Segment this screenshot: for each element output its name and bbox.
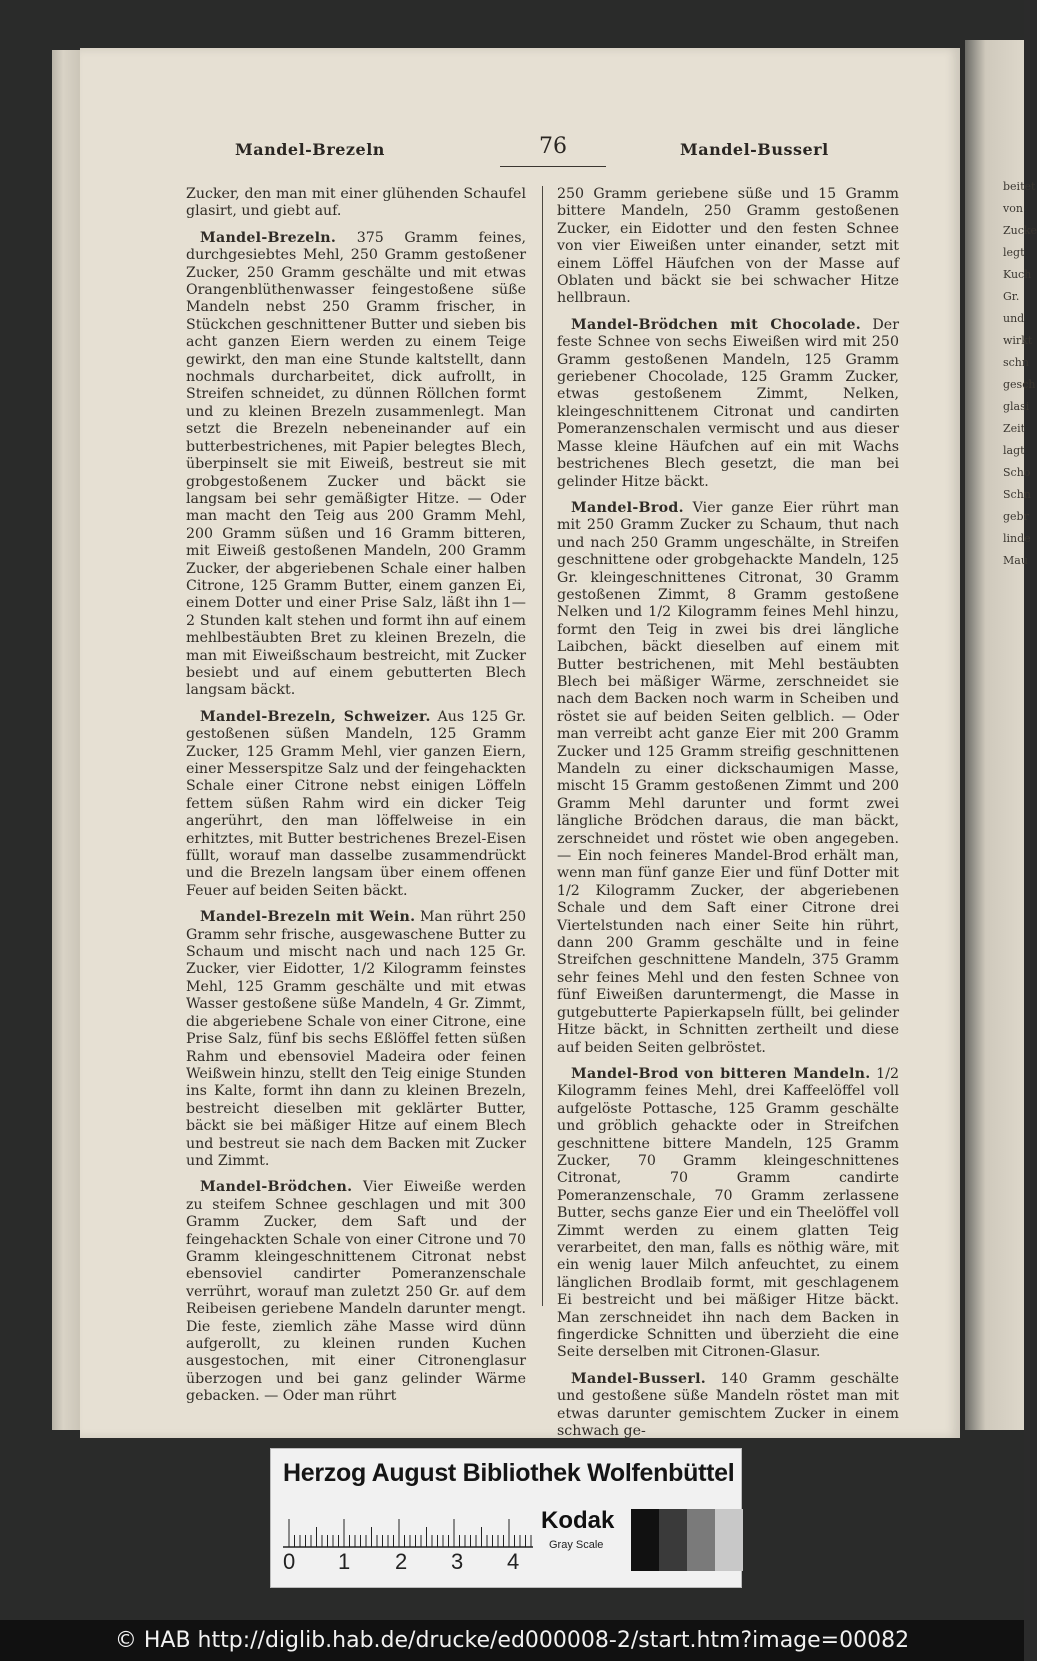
ruler-number: 4 — [507, 1549, 520, 1574]
facing-page-fragment: wirkt — [1003, 334, 1033, 347]
gray-swatch — [687, 1509, 715, 1571]
running-head-right: Mandel-Busserl — [680, 140, 829, 159]
left-column — [186, 186, 526, 1405]
recipe-entry — [557, 500, 899, 1057]
facing-page-fragment: gebr — [1003, 510, 1029, 523]
ruler-number: 1 — [338, 1549, 351, 1574]
copyright-footer: © HAB http://diglib.hab.de/drucke/ed000008-2/start.htm?image=00082 — [0, 1620, 1024, 1661]
entry-heading: Mandel-Brödchen. — [200, 1179, 353, 1196]
facing-page-edge — [965, 40, 1037, 1430]
gray-swatch — [631, 1509, 659, 1571]
recipe-entry — [186, 909, 526, 1170]
recipe-entry — [557, 317, 899, 491]
ruler-number: 0 — [283, 1549, 296, 1574]
recipe-entry — [186, 230, 526, 700]
page-stack-edge — [52, 50, 80, 1430]
paragraph-text: Zucker, den man mit einer glühenden Schaufel glasirt, und giebt auf. — [186, 186, 526, 220]
entry-heading: Mandel-Brod von bitteren Mandeln. — [571, 1065, 871, 1082]
header-rule — [500, 166, 606, 167]
facing-page-fragment: glasi — [1003, 400, 1030, 413]
facing-page-fragment: von — [1003, 202, 1023, 215]
paragraph-text: 250 Gramm geriebene süße und 15 Gramm bittere Mandeln, 250 Gramm gestoßenen Zucker, ein Eidotter und den festen Schnee von vier Eiweißen unter einander, setzt mit einem Löffel Häufchen von der Masse auf Oblaten und bäckt sie bei schwacher Hitze hellbraun. — [557, 186, 899, 307]
facing-page-fragment: und — [1003, 312, 1025, 325]
right-column — [557, 186, 899, 1440]
running-head-left: Mandel-Brezeln — [235, 140, 385, 159]
facing-page-fragment: Gr. — [1003, 290, 1020, 303]
entry-heading: Mandel-Busserl. — [571, 1370, 707, 1387]
entry-text: Der feste Schnee von sechs Eiweißen wird mit 250 Gramm gestoßenen Mandeln, 125 Gramm geriebener Chocolade, 125 Gramm Zucker, etwas gestoßenem Zimmt, Nelken, kleingeschnittenem Citronat und candirten Pomeranzenschalen vermischt und aus dieser Masse kleine Häufchen auf ein mit Wachs bestrichenes Blech gesetzt, die man bei gelinder Hitze bäckt. — [557, 316, 899, 490]
archive-title: Herzog August Bibliothek Wolfenbüttel — [283, 1459, 735, 1487]
facing-page-fragment: beitet — [1003, 180, 1036, 193]
recipe-entry — [186, 1179, 526, 1405]
ruler-number: 3 — [451, 1549, 464, 1574]
recipe-entry — [557, 1066, 899, 1362]
facing-page-fragment: Schn — [1003, 488, 1031, 501]
gray-swatch — [659, 1509, 687, 1571]
ruler-number: 2 — [395, 1549, 408, 1574]
facing-page-fragment: legt — [1003, 246, 1025, 259]
facing-page-fragment: Scho — [1003, 466, 1031, 479]
recipe-entry — [557, 1371, 899, 1441]
entry-heading: Mandel-Brezeln mit Wein. — [200, 909, 416, 926]
entry-text: 140 Gramm geschälte und gestoßene süße Mandeln röstet man mit etwas darunter gemischtem Zucker in einem schwach ge- — [557, 1370, 899, 1440]
entry-heading: Mandel-Brod. — [571, 499, 684, 516]
entry-text: Aus 125 Gr. gestoßenen süßen Mandeln, 125 Gramm Zucker, 125 Gramm Mehl, vier ganzen Eiern, einer Messerspitze Salz und der feingehackten Schale einer Citrone nebst einigen Löffeln fettem süßen Rahm wird ein dicker Teig angerührt, den man löffelweise in ein erhitztes, mit Butter bestrichenes Brezel-Eisen füllt, worauf man dasselbe zusammendrückt und die Brezeln langsam über einem offenen Feuer auf beiden Seiten bäckt. — [186, 708, 526, 899]
entry-heading: Mandel-Brödchen mit Chocolade. — [571, 316, 861, 333]
facing-page-fragment: lagt — [1003, 444, 1025, 457]
recipe-entry — [186, 709, 526, 900]
entry-text: 1/2 Kilogramm feines Mehl, drei Kaffeelöffel voll aufgelöste Pottasche, 125 Gramm geschälte und gröblich gehackte oder in Streifchen geschnittene bittere Mandeln, 125 Gramm Zucker, 70 Gramm kleingeschnittenes Citronat, 70 Gramm candirte Pomeranzenschale, 70 Gramm zerlassene Butter, sechs ganze Eier und ein Theelöffel voll Zimmt werden zu einem glatten Teig verarbeitet, den man, falls es nöthig wäre, mit ein wenig lauer Milch anfeuchtet, zu einem länglichen Brodlaib formt, mit geschlagenem Ei bestreicht und bei mäßiger Hitze bäckt. Man zerschneidet ihn nach dem Backen in fingerdicke Schnitten und überzieht die eine Seite derselben mit Citronen-Glasur. — [557, 1065, 899, 1361]
gray-swatch — [715, 1509, 743, 1571]
facing-page-fragment: schn — [1003, 356, 1029, 369]
entry-heading: Mandel-Brezeln. — [200, 229, 337, 246]
column-divider — [542, 186, 543, 1306]
facing-page-fragment: Zeit — [1003, 422, 1026, 435]
kodak-logo: Kodak — [541, 1507, 615, 1534]
archive-color-strip — [270, 1448, 742, 1588]
paragraph — [186, 186, 526, 221]
paragraph — [557, 186, 899, 308]
facing-page-fragment: Kuch — [1003, 268, 1032, 281]
facing-page-fragment: Zucke — [1003, 224, 1037, 237]
entry-text: Vier Eiweiße werden zu steifem Schnee geschlagen und mit 300 Gramm Zucker, dem Saft und der feingehackten Schale von einer Citrone und 70 Gramm kleingeschnittenem Citronat nebst ebensoviel candirter Pomeranzenschale verrührt, worauf man zuletzt 250 Gr. auf dem Reibeisen geriebene Mandeln darunter mengt. Die feste, ziemlich zähe Masse wird dünn aufgerollt, zu kleinen runden Kuchen ausgestochen, mit einer Citronenglasur überzogen und bei ganz gelinder Wärme gebacken. — Oder man rührt — [186, 1179, 526, 1405]
facing-page-fragment: Mau — [1003, 554, 1028, 567]
entry-text: Man rührt 250 Gramm sehr frische, ausgewaschene Butter zu Schaum und mischt nach und nach 125 Gr. Zucker, vier Eidotter, 1/2 Kilogramm feinstes Mehl, 125 Gramm geschälte und mit etwas Wasser gestoßene süße Mandeln, 4 Gr. Zimmt, die abgeriebene Schale von einer Citrone, eine Prise Salz, fünf bis sechs Eßlöffel fetten süßen Rahm und ebensoviel Madeira oder feinen Weißwein hinzu, stellt den Teig einige Stunden ins Kalte, formt ihn dann zu kleinen Brezeln, bestreicht dieselben mit geklärter Butter, bäckt sie bei mäßiger Hitze auf einem Blech und bestreut sie nach dem Backen mit Zucker und Zimmt. — [186, 909, 526, 1169]
entry-text: 375 Gramm feines, durchgesiebtes Mehl, 250 Gramm gestoßener Zucker, 250 Gramm geschälte und mit etwas Orangenblüthenwasser feingestoßene süße Mandeln nebst 250 Gramm frischer, in Stückchen geschnittener Butter und sieben bis acht ganzen Eiern werden zu einem Teige gewirkt, den man eine Stunde kaltstellt, dann nochmals durcharbeitet, dick aufrollt, in Streifen schneidet, zu dünnen Röllchen formt und zu kleinen Brezeln zusammenlegt. Man setzt die Brezeln nebeneinander auf ein butterbestrichenes, mit Papier belegtes Blech, überpinselt sie mit Eiweiß, bestreut sie mit grobgestoßenem Zucker und bäckt sie langsam bei sehr gemäßigter Hitze. — Oder man macht den Teig aus 200 Gramm Mehl, 200 Gramm süßen und 16 Gramm bitteren, mit Eiweiß gestoßenen Mandeln, 200 Gramm Zucker, der abgeriebenen Schale einer halben Citrone, 125 Gramm Butter, einem ganzen Ei, einem Dotter und einer Prise Salz, läßt ihn 1—2 Stunden kalt stehen und formt ihn auf einem mehlbestäubten Bret zu kleinen Brezeln, die man mit Eiweißschaum bestreicht, mit Zucker besiebt und auf einem gebutterten Blech langsam bäckt. — [186, 229, 526, 699]
entry-heading: Mandel-Brezeln, Schweizer. — [200, 708, 431, 725]
facing-page-fragment: gesch — [1003, 378, 1036, 391]
gray-scale-label: Gray Scale — [549, 1539, 604, 1551]
page-number: 76 — [539, 134, 567, 159]
entry-text: Vier ganze Eier rührt man mit 250 Gramm Zucker zu Schaum, thut nach und nach 250 Gramm ungeschälte, in Streifen geschnittene oder grobgehackte Mandeln, 125 Gr. kleingeschnittenes Citronat, 30 Gramm gestoßenen Zimmt, 8 Gramm gestoßene Nelken und 1/2 Kilogramm feines Mehl hinzu, formt den Teig in zwei bis drei längliche Laibchen, bäckt dieselben auf einem mit Butter bestrichenen, mit Mehl bestäubten Blech bei mäßiger Wärme, zerschneidet sie nach dem Backen noch warm in Scheiben und röstet sie auf beiden Seiten gelblich. — Oder man verreibt acht ganze Eier mit 200 Gramm Zucker und 125 Gramm streifig geschnittenen Mandeln zu einer dickschaumigen Masse, mischt 15 Gramm gestoßenen Zimmt und 200 Gramm Mehl darunter und formt zwei längliche Brödchen daraus, die man bäckt, zerschneidet und röstet wie oben angegeben. — Ein noch feineres Mandel-Brod erhält man, wenn man fünf ganze Eier und fünf Dotter mit 1/2 Kilogramm Zucker, der abgeriebenen Schale und dem Saft einer Citrone drei Viertelstunden nach einer Seite hin rührt, dann 200 Gramm geschälte und in feine Streifchen geschnittene Mandeln, 375 Gramm sehr feines Mehl und den festen Schnee von fünf Eiweißen daruntermengt, die Masse in gutgebutterte Papierkapseln füllt, bei gelinder Hitze bäckt, in Schnitten zertheilt und diese auf beiden Seiten gelbröstet. — [557, 499, 899, 1056]
ruler-numbers — [283, 1549, 543, 1575]
ruler-scale — [283, 1509, 533, 1549]
facing-page-fragment: linde — [1003, 532, 1031, 545]
